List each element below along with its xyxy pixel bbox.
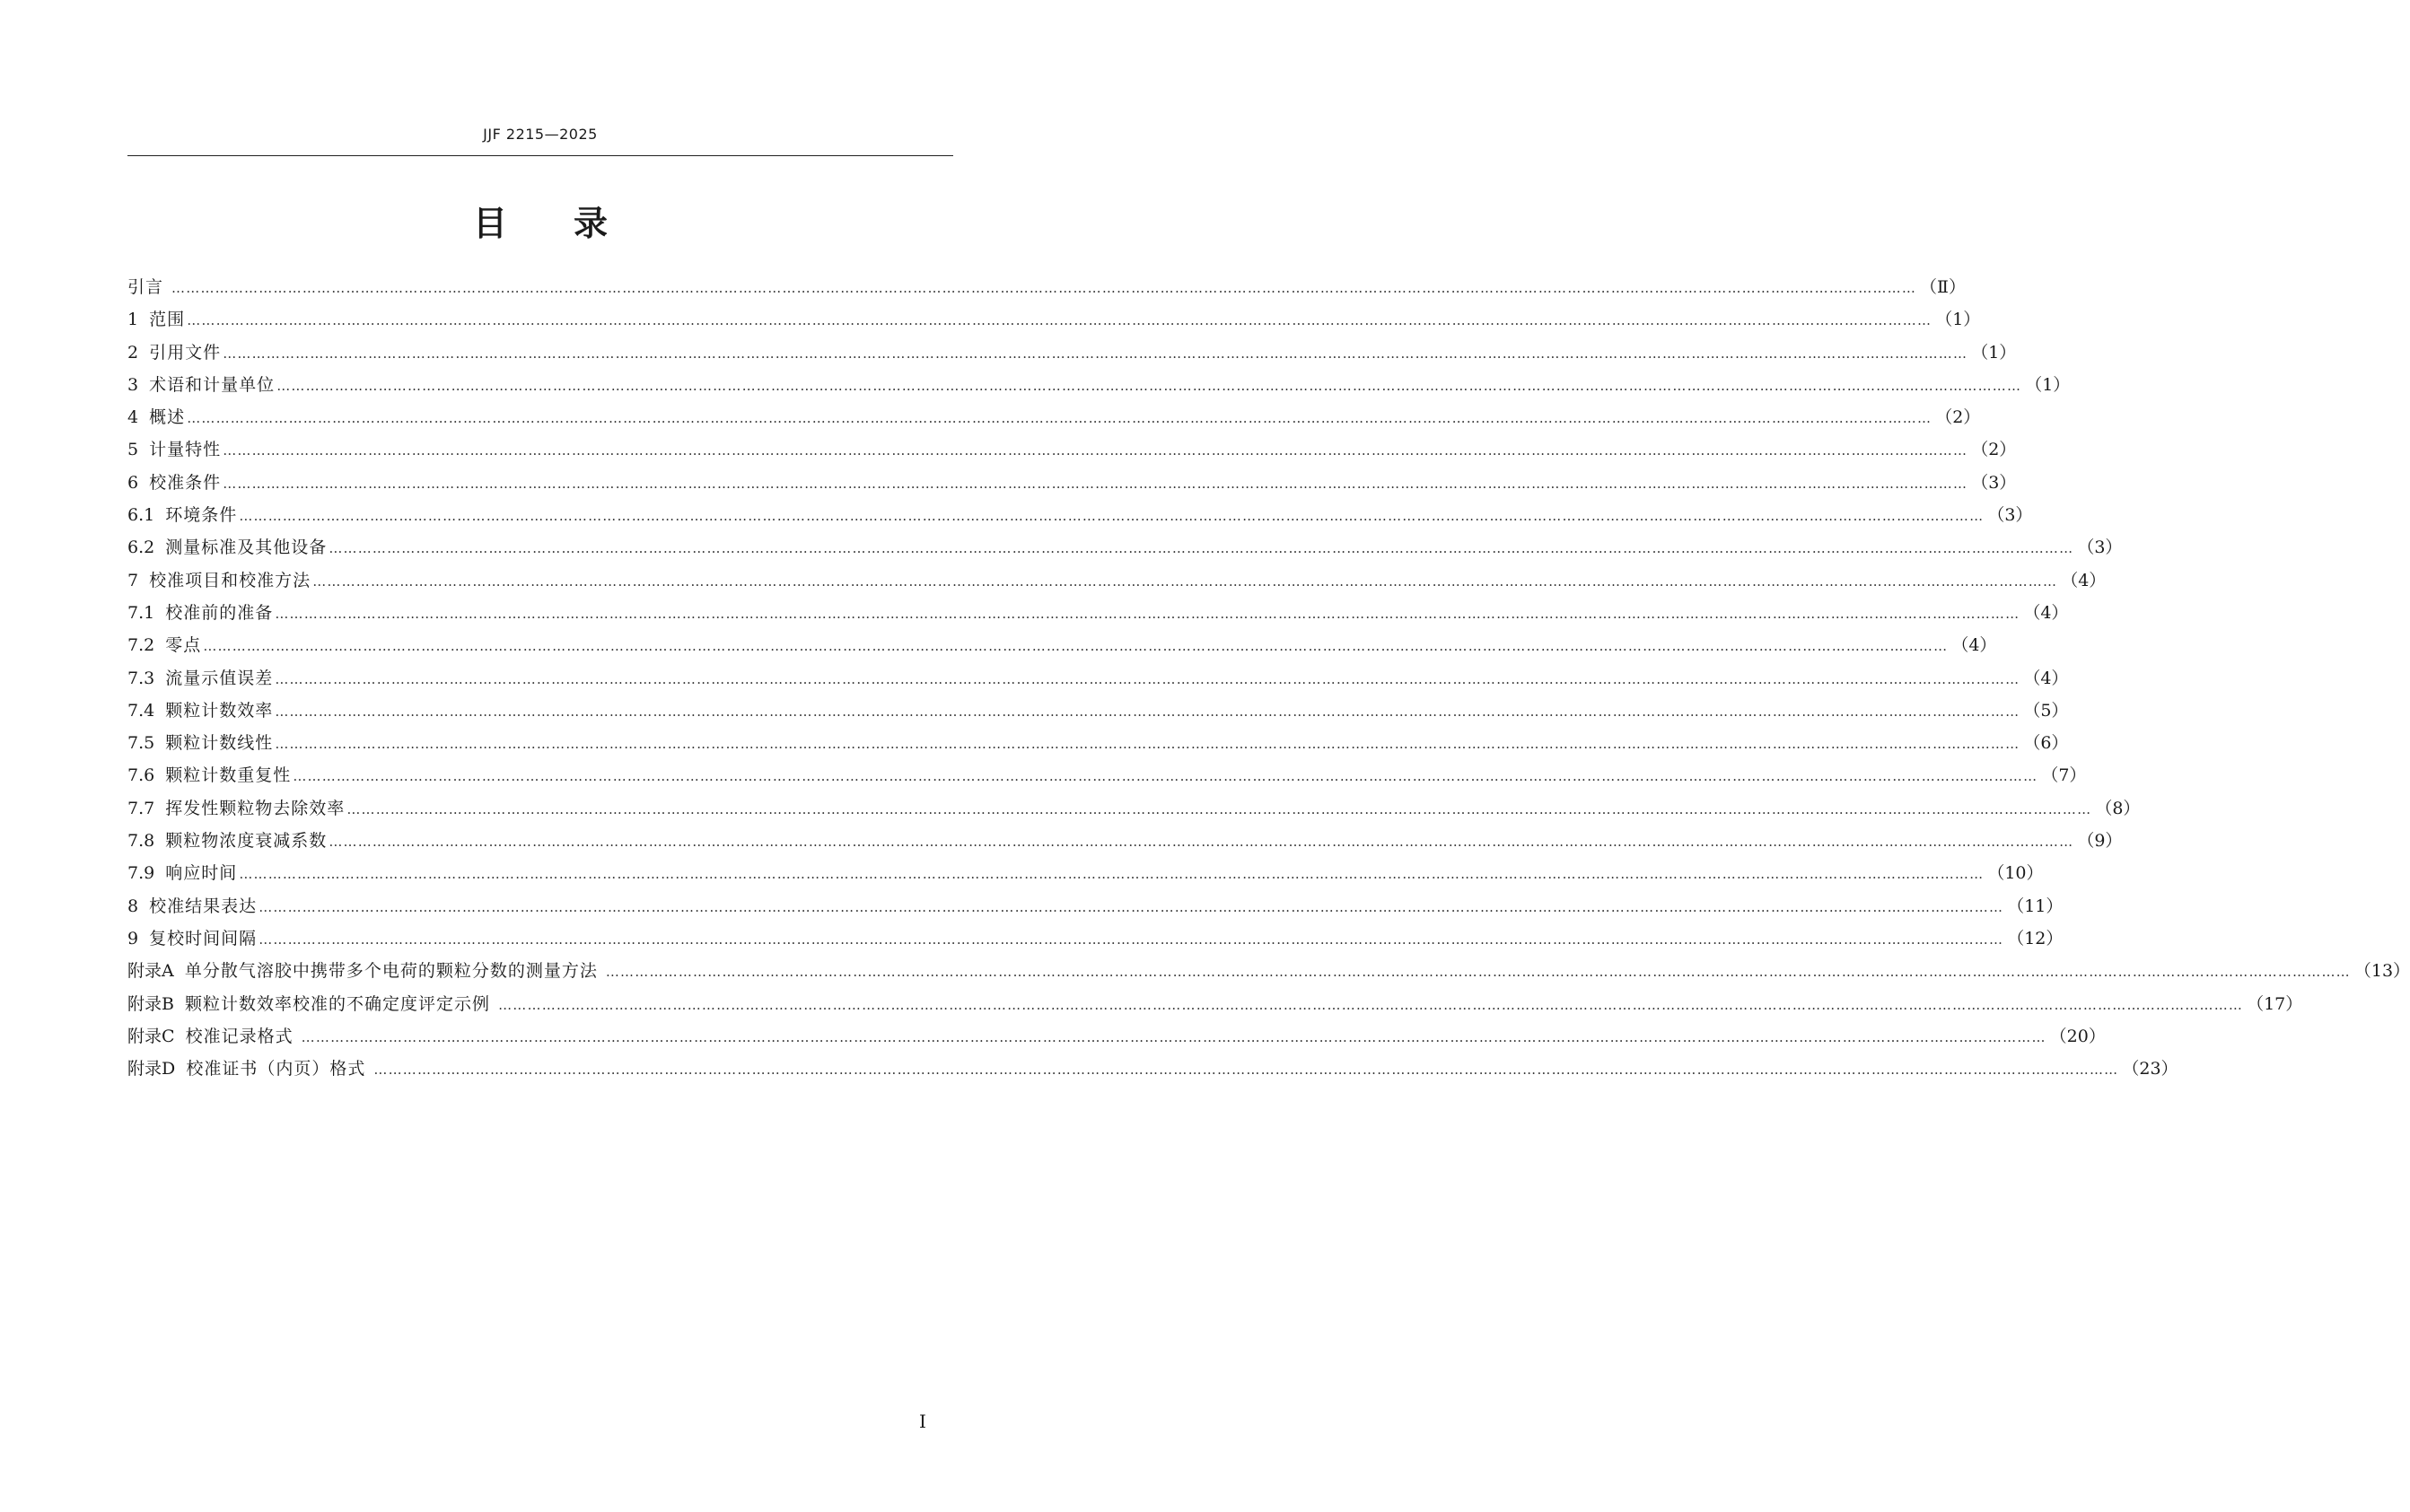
toc-entry-number: 7.7: [127, 798, 166, 818]
toc-entry-number: 7.8: [127, 831, 166, 852]
toc-dot-leader: ………………………………………………………………………………………………………………………………………………………………………………………………………………………………………………………………………………………………………………………………: [293, 768, 2038, 785]
toc-entry-number: 9: [127, 928, 150, 948]
toc-entry[interactable]: [127, 922, 2064, 955]
header-rule: [127, 155, 953, 156]
toc-entry-number: 7: [127, 570, 150, 590]
toc-entry-number: 3: [127, 374, 150, 395]
toc-dot-leader: ………………………………………………………………………………………………………………………………………………………………………………………………………………………………………………………………………………………………………………………………: [275, 670, 2020, 687]
toc-entry-title: 计量特性: [149, 440, 222, 460]
toc-dot-leader: ………………………………………………………………………………………………………………………………………………………………………………………………………………………………………………………………………………………………………………………………: [259, 898, 2004, 915]
toc-entry-number: 6: [127, 472, 150, 493]
toc-entry-title: 单分散气溶胶中携带多个电荷的颗粒分数的测量方法: [184, 961, 604, 982]
toc-entry[interactable]: [127, 1020, 2106, 1053]
toc-entry-title: 校准条件: [149, 472, 222, 493]
toc-entry-title: 零点: [165, 635, 202, 656]
toc-entry[interactable]: [127, 857, 2044, 889]
toc-entry-number: 8: [127, 896, 150, 916]
toc-entry-page: （1）: [1935, 310, 1981, 330]
toc-entry[interactable]: [127, 825, 2123, 857]
toc-entry-title: 概述: [149, 407, 186, 428]
toc-entry[interactable]: [127, 1053, 2178, 1085]
toc-entry-page: （10）: [1987, 863, 2044, 884]
toc-entry[interactable]: [127, 597, 2069, 629]
toc-entry-number: 1: [127, 310, 150, 330]
toc-entry[interactable]: [127, 695, 2069, 727]
toc-entry-page: （8）: [2095, 798, 2141, 818]
toc-entry-title: 挥发性颗粒物去除效率: [165, 798, 346, 818]
toc-entry-page: （4）: [2023, 668, 2069, 688]
toc-entry-number: 附录C: [127, 1026, 186, 1046]
toc-dot-leader: ………………………………………………………………………………………………………………………………………………………………………………………………………………………………………………………………………………………………………………………………: [239, 866, 1985, 883]
toc-entry[interactable]: [127, 303, 1981, 336]
toc-entry-number: 2: [127, 342, 150, 363]
toc-entry-title: 环境条件: [165, 505, 238, 526]
toc-entry[interactable]: [127, 499, 2033, 531]
toc-entry-page: （6）: [2023, 733, 2069, 754]
toc-dot-leader: ………………………………………………………………………………………………………………………………………………………………………………………………………………………………………………………………………………………………………………………………: [223, 475, 1968, 492]
toc-entry-number: 附录D: [127, 1059, 187, 1079]
toc-entry-page: （3）: [1987, 505, 2033, 526]
toc-entry-page: （11）: [2007, 896, 2064, 916]
toc-entry-page: （4）: [2061, 570, 2107, 590]
toc-entry-title: 校准项目和校准方法: [149, 570, 311, 590]
toc-entry-page: （4）: [2023, 602, 2069, 623]
toc-dot-leader: ………………………………………………………………………………………………………………………………………………………………………………………………………………………………………………………………………………………………………………………………: [239, 508, 1985, 525]
toc-entry-page: （2）: [1935, 407, 1981, 428]
toc-entry-title: 引言: [127, 277, 171, 297]
toc-entry-title: 测量标准及其他设备: [165, 538, 328, 558]
toc-entry-title: 术语和计量单位: [149, 374, 276, 395]
toc-dot-leader: ………………………………………………………………………………………………………………………………………………………………………………………………………………………………………………………………………………………………………………………………: [275, 736, 2020, 753]
toc-entry[interactable]: [127, 401, 1981, 433]
toc-entry-page: （1）: [2025, 374, 2071, 395]
toc-entry-title: 校准结果表达: [149, 896, 258, 916]
toc-dot-leader: ………………………………………………………………………………………………………………………………………………………………………………………………………………………………………………………………………………………………………………………………: [223, 442, 1968, 459]
toc-entry[interactable]: [127, 271, 1966, 303]
toc-entry-page: （4）: [1951, 635, 1997, 656]
toc-entry-title: 颗粒计数效率: [165, 700, 274, 721]
toc-dot-leader: ………………………………………………………………………………………………………………………………………………………………………………………………………………………………………………………………………………………………………………………………: [203, 638, 1949, 655]
toc-entry-number: 6.1: [127, 505, 166, 526]
toc-dot-leader: ………………………………………………………………………………………………………………………………………………………………………………………………………………………………………………………………………………………………………………………………: [312, 572, 2058, 590]
toc-entry-number: 附录B: [127, 993, 186, 1014]
standard-code-header: JJF 2215—2025: [483, 126, 598, 143]
page-title: 目录: [472, 204, 674, 243]
toc-entry-page: （9）: [2077, 831, 2123, 852]
toc-entry-number: 7.4: [127, 700, 166, 721]
toc-dot-leader: ………………………………………………………………………………………………………………………………………………………………………………………………………………………………………………………………………………………………………………………………: [346, 800, 2092, 817]
toc-entry[interactable]: [127, 662, 2069, 695]
toc-entry[interactable]: [127, 336, 2017, 369]
toc-entry-number: 附录A: [127, 961, 185, 982]
toc-entry[interactable]: [127, 564, 2107, 597]
toc-entry-number: 7.6: [127, 765, 166, 786]
toc-dot-leader: ………………………………………………………………………………………………………………………………………………………………………………………………………………………………………………………………………………………………………………………………: [187, 312, 1932, 329]
toc-entry-number: 6.2: [127, 538, 166, 558]
toc-entry-title: 复校时间间隔: [149, 928, 258, 948]
toc-entry-number: 7.9: [127, 863, 166, 884]
toc-entry[interactable]: [127, 629, 1997, 661]
toc-entry[interactable]: [127, 727, 2069, 759]
toc-entry-title: 响应时间: [165, 863, 238, 884]
toc-dot-leader: ………………………………………………………………………………………………………………………………………………………………………………………………………………………………………………………………………………………………………………………………: [259, 931, 2004, 948]
toc-entry-number: 4: [127, 407, 150, 428]
toc-dot-leader: ………………………………………………………………………………………………………………………………………………………………………………………………………………………………………………………………………………………………………………………………: [605, 964, 2351, 981]
toc-entry[interactable]: [127, 467, 2017, 499]
toc-entry-page: （12）: [2007, 928, 2064, 948]
toc-entry-title: 引用文件: [149, 342, 222, 363]
toc-dot-leader: ………………………………………………………………………………………………………………………………………………………………………………………………………………………………………………………………………………………………………………………………: [373, 1062, 2119, 1079]
toc-entry-page: （20）: [2049, 1026, 2106, 1046]
toc-entry-page: （1）: [1971, 342, 2017, 363]
toc-entry-page: （Ⅱ）: [1920, 277, 1966, 297]
toc-entry-title: 范围: [149, 310, 186, 330]
toc-entry-number: 7.1: [127, 602, 166, 623]
toc-entry[interactable]: [127, 531, 2123, 564]
toc-entry-title: 校准记录格式: [185, 1026, 300, 1046]
toc-dot-leader: ………………………………………………………………………………………………………………………………………………………………………………………………………………………………………………………………………………………………………………………………: [223, 345, 1968, 362]
toc-dot-leader: ………………………………………………………………………………………………………………………………………………………………………………………………………………………………………………………………………………………………………………………………: [498, 996, 2244, 1013]
toc-entry-title: 校准证书（内页）格式: [186, 1059, 372, 1079]
toc-entry[interactable]: [127, 955, 2410, 987]
toc-dot-leader: ………………………………………………………………………………………………………………………………………………………………………………………………………………………………………………………………………………………………………………………………: [275, 703, 2020, 720]
toc-entry-page: （5）: [2023, 700, 2069, 721]
toc-dot-leader: ………………………………………………………………………………………………………………………………………………………………………………………………………………………………………………………………………………………………………………………………: [329, 834, 2074, 851]
toc-entry-page: （3）: [2077, 538, 2123, 558]
toc-entry-number: 7.2: [127, 635, 166, 656]
page-number: Ⅰ: [919, 1411, 926, 1432]
toc-entry-title: 颗粒计数线性: [165, 733, 274, 754]
toc-entry-title: 颗粒计数重复性: [165, 765, 292, 786]
toc-dot-leader: ………………………………………………………………………………………………………………………………………………………………………………………………………………………………………………………………………………………………………………………………: [329, 540, 2074, 557]
toc-entry-title: 流量示值误差: [165, 668, 274, 688]
toc-entry-page: （23）: [2122, 1059, 2178, 1079]
toc-entry[interactable]: [127, 759, 2087, 791]
toc-entry-title: 颗粒物浓度衰减系数: [165, 831, 328, 852]
toc-entry-number: 7.3: [127, 668, 166, 688]
toc-entry[interactable]: [127, 988, 2303, 1020]
toc-entry-page: （3）: [1971, 472, 2017, 493]
toc-entry[interactable]: [127, 369, 2071, 401]
toc-entry-page: （13）: [2353, 961, 2410, 982]
table-of-contents: [127, 271, 2410, 1085]
toc-entry[interactable]: [127, 433, 2017, 466]
toc-entry-page: （17）: [2247, 993, 2303, 1014]
toc-entry-number: 7.5: [127, 733, 166, 754]
toc-dot-leader: ………………………………………………………………………………………………………………………………………………………………………………………………………………………………………………………………………………………………………………………………: [171, 280, 1917, 296]
toc-entry-title: 校准前的准备: [165, 602, 274, 623]
toc-entry[interactable]: [127, 792, 2141, 825]
toc-dot-leader: ………………………………………………………………………………………………………………………………………………………………………………………………………………………………………………………………………………………………………………………………: [275, 605, 2020, 622]
toc-entry[interactable]: [127, 890, 2064, 922]
toc-entry-number: 5: [127, 440, 150, 460]
toc-dot-leader: ………………………………………………………………………………………………………………………………………………………………………………………………………………………………………………………………………………………………………………………………: [187, 410, 1932, 427]
toc-dot-leader: ………………………………………………………………………………………………………………………………………………………………………………………………………………………………………………………………………………………………………………………………: [276, 377, 2022, 394]
toc-dot-leader: ………………………………………………………………………………………………………………………………………………………………………………………………………………………………………………………………………………………………………………………………: [301, 1028, 2046, 1045]
toc-entry-page: （2）: [1971, 440, 2017, 460]
toc-entry-page: （7）: [2041, 765, 2087, 786]
toc-entry-title: 颗粒计数效率校准的不确定度评定示例: [185, 993, 497, 1014]
